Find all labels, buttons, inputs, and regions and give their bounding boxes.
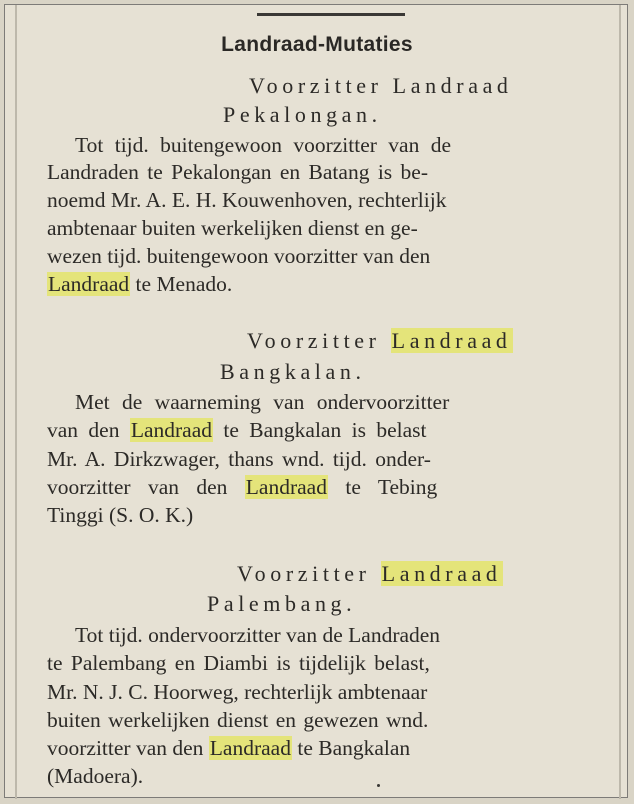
section-1-line-5: wezen tijd. buitengewoon voorzitter van den bbox=[47, 244, 431, 268]
section-3-line-5: voorzitter van den Landraad te Bangkalan bbox=[47, 736, 411, 760]
highlight-landraad: Landraad bbox=[381, 561, 502, 586]
section-3-line-6: (Madoera). bbox=[47, 764, 144, 788]
highlight-landraad: Landraad bbox=[48, 272, 130, 296]
section-1-line-1: Tot tijd. buitengewoon voorzitter van de bbox=[75, 133, 451, 157]
section-3-line-3: Mr. N. J. C. Hoorweg, rechterlijk ambtenaar bbox=[47, 680, 428, 704]
section-2-heading-line-1: Voorzitter Landraad bbox=[247, 328, 512, 353]
section-1-heading-line-1: Voorzitter Landraad bbox=[249, 73, 513, 98]
section-1-line-2: Landraden te Pekalongan en Batang is be- bbox=[47, 160, 428, 184]
section-2-line-4: voorzitter van den Landraad te Tebing bbox=[47, 475, 438, 499]
highlight-landraad: Landraad bbox=[209, 736, 291, 760]
section-1-line-3: noemd Mr. A. E. H. Kouwenhoven, rechterlijk bbox=[47, 188, 447, 212]
top-rule bbox=[257, 13, 405, 16]
section-2-line-5: Tinggi (S. O. K.) bbox=[47, 503, 194, 527]
section-3-line-1: Tot tijd. ondervoorzitter van de Landraden bbox=[75, 623, 441, 647]
section-1-heading-line-2: Pekalongan. bbox=[223, 102, 382, 127]
section-2-line-3: Mr. A. Dirkzwager, thans wnd. tijd. onder- bbox=[47, 447, 431, 471]
highlight-landraad: Landraad bbox=[130, 418, 213, 442]
newspaper-clipping bbox=[4, 4, 628, 798]
section-3-heading-line-1: Voorzitter Landraad bbox=[237, 561, 502, 586]
column-edge-right bbox=[619, 5, 621, 799]
section-2-line-1: Met de waarneming van ondervoorzitter bbox=[75, 390, 450, 414]
section-3-line-2: te Palembang en Diambi is tijdelijk belast, bbox=[47, 651, 430, 675]
section-1-line-6: Landraad te Menado. bbox=[48, 272, 233, 296]
section-2-line-2: van den Landraad te Bangkalan is belast bbox=[47, 418, 427, 442]
section-3-heading-line-2: Palembang. bbox=[207, 591, 357, 616]
print-speck bbox=[377, 784, 380, 787]
section-3-line-4: buiten werkelijken dienst en gewezen wnd. bbox=[47, 708, 429, 732]
highlight-landraad: Landraad bbox=[245, 475, 327, 499]
article-title: Landraad-Mutaties bbox=[221, 33, 413, 56]
section-2-heading-line-2: Bangkalan. bbox=[220, 359, 366, 384]
highlight-landraad: Landraad bbox=[391, 328, 512, 353]
column-edge-left bbox=[15, 5, 17, 799]
section-1-line-4: ambtenaar buiten werkelijken dienst en ge- bbox=[47, 216, 418, 240]
